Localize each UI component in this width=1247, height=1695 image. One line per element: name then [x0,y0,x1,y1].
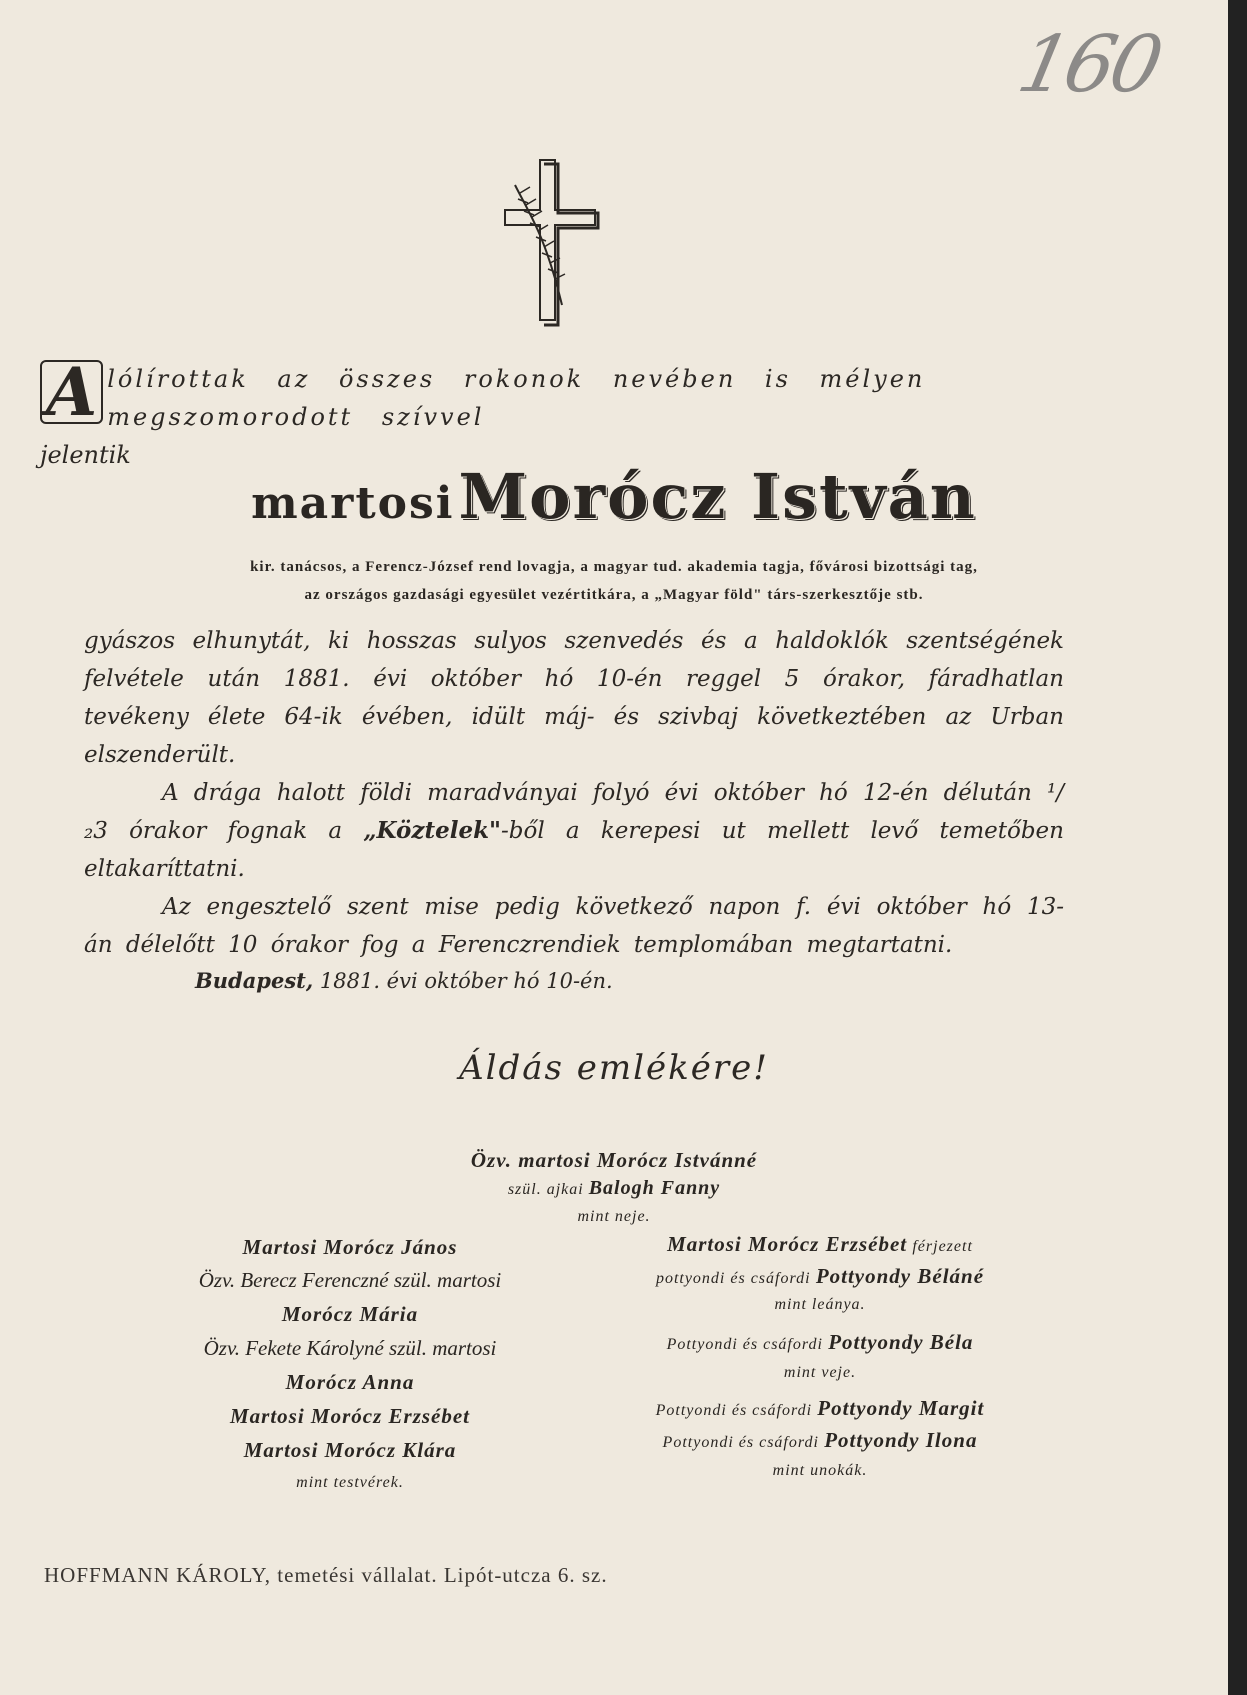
deceased-name: Morócz István [458,460,977,533]
handwritten-page-number: 160 [1010,20,1167,110]
widow-role: mint neje. [577,1208,651,1225]
right-mourner-3 [600,1330,1040,1355]
titles-line-1: kir. tanácsos, a Ferencz-József rend lovagja, a magyar tud. akademia tagja, fővárosi bizottsági tag, [250,559,978,575]
left-mourner-5 [140,1370,560,1395]
left-mourner-3 [140,1302,560,1327]
place-date: 1881. évi október hó 10-én. [319,969,613,993]
scan-edge [1228,0,1247,1695]
deceased-prefix: martosi [251,478,455,529]
printer-imprint: HOFFMANN KÁROLY, temetési vállalat. Lipót-utcza 6. sz. [44,1563,608,1587]
right-mourner-4-prefix: Pottyondi és csáfordi [655,1402,813,1419]
titles-line-2: az országos gazdasági egyesület vezértitkára, a „Magyar föld" társ-szerkesztője stb. [304,587,924,603]
left-mourner-6 [140,1404,560,1429]
right-mourner-2-prefix: pottyondi és csáfordi [655,1270,811,1287]
left-role: mint testvérek. [296,1474,404,1491]
right-mourner-3-role: mint veje. [783,1364,857,1381]
right-mourner-2-name: Pottyondy Béláné [815,1264,985,1288]
body-paragraph-2 [84,774,1064,888]
left-mourner-7 [140,1438,560,1463]
right-mourner-2-role: mint leánya. [774,1296,866,1313]
left-mourner-6-name: Martosi Morócz Erzsébet [229,1404,471,1428]
right-mourner-1-name: Martosi Morócz Erzsébet [667,1232,908,1256]
right-mourner-1 [600,1232,1040,1257]
right-mourner-5 [600,1428,1040,1453]
right-mourner-3-prefix: Pottyondi és csáfordi [666,1336,823,1353]
deceased-name-line [0,460,1228,533]
body-paragraph-1: gyászos elhunytát, ki hosszas sulyos szenvedés és a haldoklók szentségének felvétele után 1881. évi október hó 10-én reggel 5 órakor, fáradhatlan tevékeny élete 64-ik évében, idült máj- és szivbaj következtében az Urban elszenderült. [84,628,1064,768]
deceased-titles [0,553,1228,609]
left-mourner-5-name: Morócz Anna [285,1370,415,1394]
dropcap-letter: A [40,360,103,424]
p2-text-before: A drága halott földi maradványai folyó évi október hó 12-én délután ¹/₂3 órakor fognak a [84,780,1064,844]
intro-paragraph [40,353,1050,474]
left-mourner-3-name: Morócz Mária [281,1302,419,1326]
widow-line-2 [0,1177,1228,1200]
left-mourner-4: Özv. Fekete Károlyné szül. martosi [203,1336,497,1360]
cross-icon [500,155,610,345]
right-mourner-2 [600,1264,1040,1289]
right-mourner-1-note: férjezett [912,1238,973,1255]
intro-first-line: lólírottak az összes rokonok nevében is mélyen megszomorodott szívvel [107,365,926,431]
right-mourner-4 [600,1396,1040,1421]
place-and-date [195,968,613,993]
body-paragraph-3: Az engesztelő szent mise pedig következő napon f. évi október hó 13-án délelőtt 10 órakor fog a Ferenczrendiek templomában megtartatni. [84,894,1064,958]
left-mourner-1 [140,1235,560,1260]
p2-kozelek: „Köztelek" [363,817,501,844]
place-city: Budapest, [195,968,314,993]
right-mourner-5-name: Pottyondy Ilona [824,1428,978,1452]
p2-text-after: -ből a kerepesi ut mellett levő temetőben eltakaríttatni. [84,818,1064,882]
widow-line-1 [0,1148,1228,1173]
blessing: Áldás emlékére! [459,1048,769,1088]
widow-birth-prefix: szül. ajkai [507,1181,584,1198]
right-mourner-3-name: Pottyondy Béla [828,1330,974,1354]
widow-name: Özv. martosi Morócz Istvánné [470,1148,758,1172]
widow-birth-name: Balogh Fanny [588,1177,721,1199]
announcement-body [84,622,1064,964]
left-mourner-7-name: Martosi Morócz Klára [243,1438,457,1462]
right-mourner-5-prefix: Pottyondi és csáfordi [662,1434,819,1451]
left-mourner-2: Özv. Berecz Ferenczné szül. martosi [198,1268,502,1292]
right-mourner-4-name: Pottyondy Margit [817,1396,985,1420]
right-role: mint unokák. [772,1462,868,1479]
left-mourner-1-name: Martosi Morócz János [242,1235,458,1259]
intro-second-line: jelentik [40,441,131,469]
